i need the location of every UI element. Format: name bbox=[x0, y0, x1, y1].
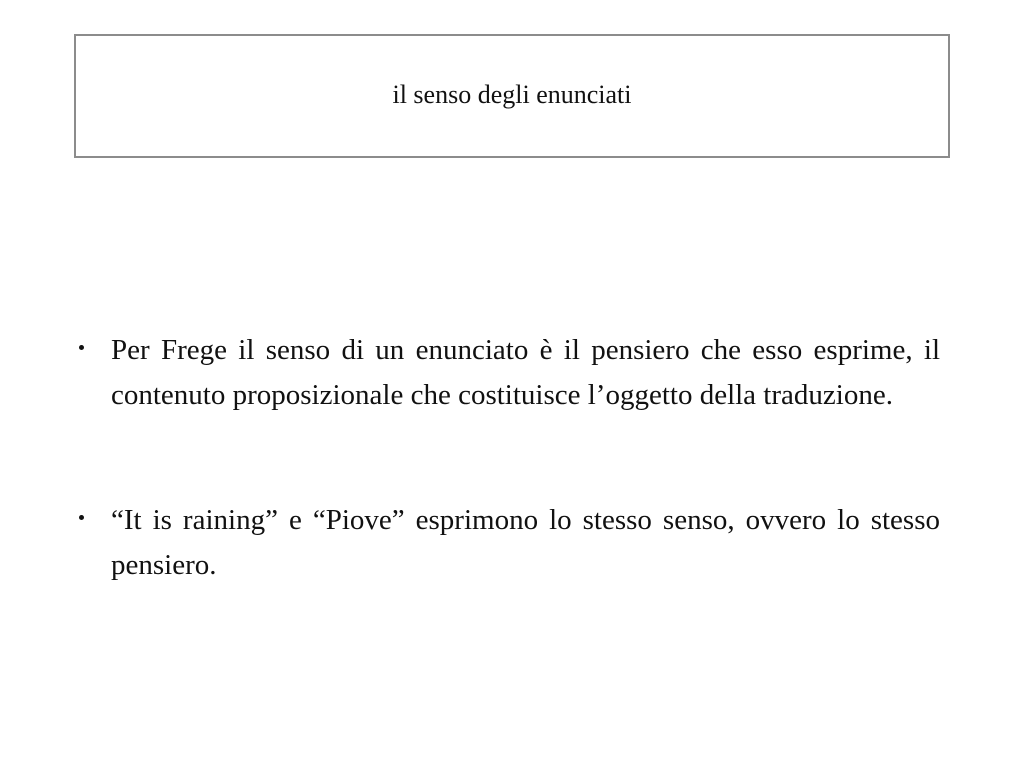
bullet-text: “It is raining” e “Piove” esprimono lo stesso senso, ovvero lo stesso pensiero. bbox=[111, 504, 940, 581]
bullet-icon bbox=[79, 345, 84, 350]
bullet-text: Per Frege il senso di un enunciato è il pensiero che esso esprime, il contenuto proposizionale che costituisce l’oggetto della traduzione. bbox=[111, 334, 940, 411]
title-box bbox=[74, 34, 950, 158]
bullet-icon bbox=[79, 515, 84, 520]
slide-title: il senso degli enunciati bbox=[392, 80, 632, 109]
